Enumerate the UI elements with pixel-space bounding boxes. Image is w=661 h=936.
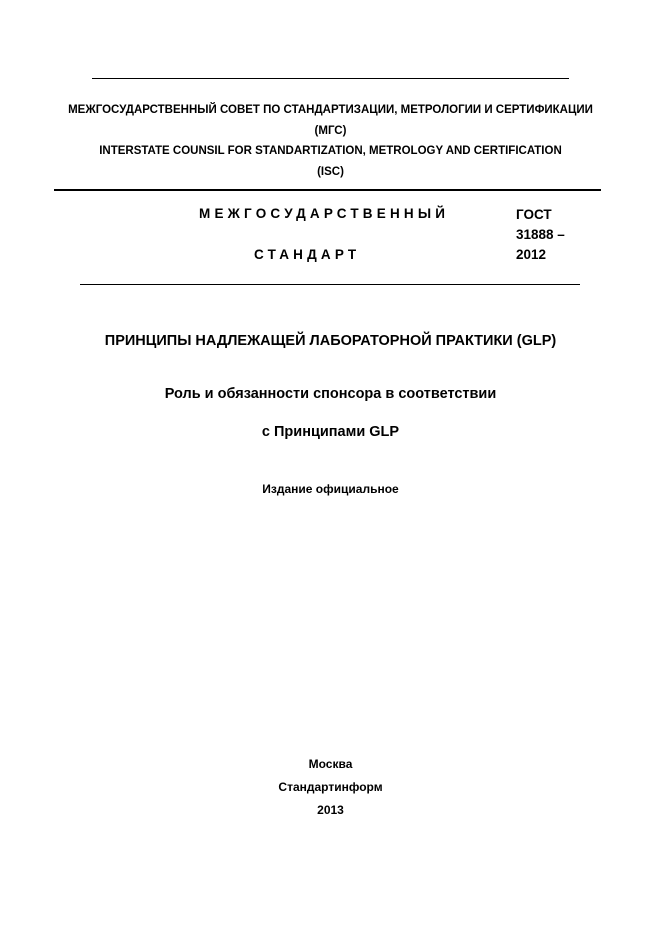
council-ru-abbr: (МГС) (314, 125, 347, 137)
council-en-abbr: (ISC) (317, 166, 344, 178)
council-ru: МЕЖГОСУДАРСТВЕННЫЙ СОВЕТ ПО СТАНДАРТИЗАЦИИ, МЕТРОЛОГИИ И СЕРТИФИКАЦИИ (68, 104, 593, 116)
standard-word-2: СТАНДАРТ (254, 247, 361, 262)
footer-year: 2013 (317, 803, 344, 817)
standard-rule (80, 284, 580, 285)
thick-rule (54, 189, 601, 191)
edition-label: Издание официальное (262, 482, 399, 496)
gost-label: ГОСТ (516, 207, 552, 222)
footer-publisher: Стандартинформ (278, 780, 383, 794)
gost-year: 2012 (516, 247, 547, 262)
document-subtitle-line-2: с Принципами GLP (261, 424, 400, 440)
gost-block (516, 205, 565, 265)
document-title: ПРИНЦИПЫ НАДЛЕЖАЩЕЙ ЛАБОРАТОРНОЙ ПРАКТИКИ (GLP) (104, 333, 557, 349)
standard-word-1: МЕЖГОСУДАРСТВЕННЫЙ (199, 206, 450, 221)
top-rule (92, 78, 569, 79)
document-subtitle-line-1: Роль и обязанности спонсора в соответствии (164, 386, 497, 402)
council-en: INTERSTATE COUNSIL FOR STANDARTIZATION, METROLOGY AND CERTIFICATION (99, 145, 562, 157)
gost-number: 31888 – (516, 227, 565, 242)
footer-city: Москва (308, 757, 353, 771)
